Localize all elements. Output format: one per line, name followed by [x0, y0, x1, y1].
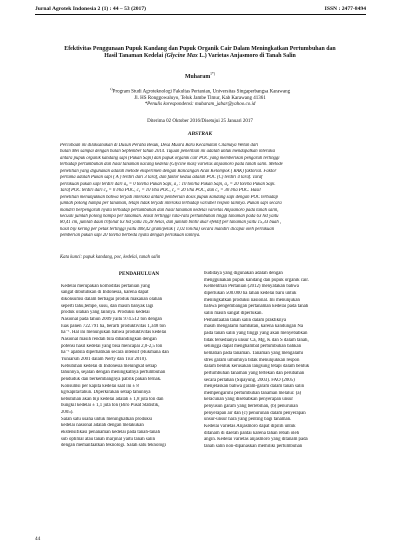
intro-right-line: penyusun garam yang berlebihan, (b) penurunan — [204, 404, 298, 410]
header-rule — [35, 14, 366, 15]
abstract-line: perlakuan pukan sapi terdiri dari a₀ = 0 ton/ha Pukan Sapi, a₁ : 10 ton/ha Pukan Sapi, a₂ = 20 ton/ha Pukan Sapi. — [60, 181, 276, 187]
issn-label: ISSN : 2477-8494 — [324, 6, 366, 12]
affiliation-line-3 — [0, 102, 400, 108]
intro-left-line: penduduk dan berkembangnya pabrik pakan ternak. — [61, 376, 162, 382]
intro-left-line: dengan memanfaatkan teknologi. Salah satu teknologi — [61, 443, 166, 449]
abstract-line: terhadap pertumbuhan dan hasil tanaman kacang kedelai (Glycine max) varietas anjasmoro pada tanah salin. Metode — [60, 162, 283, 168]
intro-right-line: penyerapan air dan (c) penurunan dalam penyerapan — [204, 410, 306, 416]
intro-left-line: produk olahan yang lainnya. Produksi kedelai — [61, 310, 150, 316]
affiliation-line-1 — [0, 86, 400, 96]
intro-left-line: potensi hasil kedelai yang bisa mencapai 2,0-2,5 ton — [61, 343, 163, 349]
intro-left-line: ha⁻¹ apabila diperhatikan secara intensif (Rukmana dan — [61, 350, 169, 356]
abstract-line: kecuali jumlah polong hampa per tanaman. Hasil tertinggi rata-rata pertumbuhan tinggi tanaman pada 63 hst yaitu — [60, 213, 279, 219]
intro-right-line: meningkatkan produksi nasional. Ini menunjukan — [204, 297, 300, 303]
abstract-line: penelitian yang digunakan adalah metode eksperimen dengan Rancangan Acak Kelompok ( RAK) faktorial. Faktor — [60, 168, 277, 174]
intro-right-line: masih mengalami hambatan, karena kandungan Na — [204, 324, 303, 330]
intro-right-line: Pemanfaatan tanah salin dalam praktiknya — [204, 317, 287, 323]
intro-right-line: secara perlahan (Sipayung, 2003). FAO (2005) — [204, 377, 295, 383]
journal-citation: Jurnal Agrotek Indonesia 2 (1) : 44 – 53 (2017) — [35, 6, 146, 12]
intro-right-line: menggunakan pupuk kandang dan pupuk organik cair. — [204, 277, 309, 283]
intro-left-line: Salah satu usaha untuk meningkatkan produksi — [61, 416, 153, 422]
intro-right-line: diperlukan 500.000 ha lahan kedelai baru untuk — [204, 290, 297, 296]
abstract-line: pertama adalah Pukan sapi ( A ) terdiri dari 3 taraf, dan faktor kedua adalah POC (C) terdiri 4 taraf. Taraf — [60, 175, 263, 181]
intro-right-line: angin. Kedelai varietas anjasmoro yang ditanam pada — [204, 437, 308, 443]
intro-left-line: Nasional masih rendah bila dibandingkan dengan — [61, 336, 157, 342]
abstract-line: pemberian pukan sapi 20 ton/ha berbeda nyata dengan perlakuan lainnya. — [60, 233, 201, 239]
author-name — [0, 72, 400, 80]
intro-left-line: bungkil kedelai ± 1,1 juta ton (Biro Pusat Statistik, — [61, 403, 160, 409]
abstract-body — [60, 143, 338, 240]
intro-right-line: keracunan yang disebabkan penyerapan unsur — [204, 397, 294, 403]
abstract-line: Percobaan ini dilaksanakan di Dusun Peraha Besuk, Desa Muara Baru Kecamatan Cilamaya Wetan dari — [60, 143, 259, 148]
intro-right-line: dalam bentuk kerusakan langsung tetapi dalam bentuk — [204, 364, 310, 370]
intro-right-line: tanah salin non-dipanaskan memiliki pertumbuhan — [204, 444, 303, 450]
intro-left-column — [61, 271, 217, 450]
paper-title — [40, 46, 360, 61]
intro-left-line: seperti tahu,tempe, susu, dan masih banyak lagi — [61, 303, 154, 309]
intro-left-line: ha⁻¹. Hal ini menunjukan bahwa produktivitas kedelai — [61, 330, 167, 336]
title-line-2-end: L.) Varietas Anjasmoro di Tanah Salin — [197, 53, 296, 60]
intro-left-line: kg/kapita/tahun. Diperkirakan setiap tahunnya — [61, 390, 151, 396]
intro-left-line: kedelai nasional adalah dengan melakukan — [61, 423, 144, 429]
intro-right-line: tidak tersedianya unsur Ca, Mg, K dan S dalam tanah, — [204, 337, 309, 343]
abstract-line: 80,41 cm, jumlah daun trifoliat 63 hst yaitu 16,28 helai, dan jumlah bintil akar efektif per tanaman yaitu 15,33 buah , — [60, 220, 282, 226]
intro-right-line: sehingga dapat menghambat pertumbuhan bahkan — [204, 344, 302, 350]
intro-right-line: mempengaruhi pertumbuhan tanaman melalui: (a) — [204, 390, 302, 396]
intro-right-line: pertumbuhan tanaman yang tertekan dan perubahan — [204, 370, 305, 376]
affiliation-superscript: 1) — [109, 87, 113, 91]
intro-right-line: kematian pada tanaman. Tanaman yang mengalami — [204, 350, 304, 356]
intro-right-line: Kementrian Pertanian (2012) menyatakan bahwa — [204, 284, 299, 290]
intro-left-line: Konsumsi per kapita kedelai saat ini ± 8 — [61, 383, 139, 389]
keywords: Kata kunci: pupuk kandang, poc, kedelai, tanah salin — [60, 255, 161, 260]
intro-right-column — [204, 271, 360, 451]
affiliation-line-2: Jl. HS Ronggowaluyo, Teluk Jambe Timur, Kab Karawang 41361 — [134, 96, 266, 102]
intro-right-line: stres garam umumnya tidak menunjukkan respon — [204, 357, 300, 363]
title-line-1: Efektivitas Penggunaan Pupuk Kandang dan Pupuk Organik Cair Dalam Meningkatkan Pertumbuhan dan — [64, 46, 336, 52]
corresponding-email: *Penulis korespondensi: muharam_jabar@yahoo.co.id — [144, 102, 256, 108]
intro-left-line: ekstensifikasi penanaman kedelai pada tanah-tanah — [61, 430, 160, 436]
abstract-line: bulan Mei sampai dengan bulan September tahun 2014. Tujuan penelitian ini adalah untuk mendapatkan interaksi — [60, 149, 276, 155]
title-line-2-start: Hasil Tanaman Kedelai — [104, 53, 165, 60]
intro-right-line: bahwa pengembangan pertanaman kedelai pada tanah — [204, 304, 309, 310]
intro-left-line: kebutuhan akan biji kedelai adalah ± 1,8 juta ton dan — [61, 396, 164, 402]
intro-left-line: dikonsumsi dalam berbagai produk makanan olahan — [61, 296, 163, 302]
intro-right-line: budidaya yang digunakan adalah dengan — [204, 271, 283, 276]
intro-heading: PENDAHULUAN — [118, 271, 160, 277]
affiliation-block — [0, 86, 400, 109]
intro-left-line: sangat dibutuhkan di Indonesia, karena dapat — [61, 290, 149, 296]
intro-left-line: sub optimal atau tanah marjinal yaitu tanah salin — [61, 436, 156, 442]
abstract-line: hasil biji kering per petak tertinggi yaitu 408,42 gram/petak ( 1,02 ton/ha) secara mandiri dicapai oleh perlakuan — [60, 226, 275, 232]
abstract-line: Taraf POC terdiri dari c₀ = 0 l/ha POC, c₁ = 10 l/ha POC, c₂ = 20 l/ha POC, dan c₃ = 30 l/ha POC. Hasil — [60, 188, 261, 194]
intro-right-line: ditanam di daerah pantai karena tahan rebah oleh — [204, 430, 300, 436]
intro-right-line: menjelaskan bahwa garam-garam dalam tanah salin — [204, 384, 305, 390]
intro-left-line: 2005). — [61, 410, 74, 416]
intro-right-line: Kedelai varietas Anjasmoro dapat dipilih untuk — [204, 424, 296, 430]
intro-right-line: salin masih sangat diperlukan. — [204, 310, 263, 316]
intro-left-line: Yuniarsih 2001 dalam Nerty dan Tiur 2010). — [61, 356, 147, 362]
intro-left-line: Kedelai merupakan komoditas pertanian yang — [61, 283, 151, 289]
author-superscript: 1*) — [210, 72, 215, 76]
intro-right-line: pada tanah salin yang tinggi yang akan menyebabkan — [204, 330, 308, 336]
abstract-line: mandiri berpengaruh nyata terhadap pertumbuhan dan hasil tanaman kedelai varietas Anjasmoro pada tanah salin, — [60, 207, 279, 213]
page-number: 44 — [35, 536, 41, 542]
intro-left-line: tahunnya, sejalan dengan meningkatnya pertumbuhan — [61, 370, 166, 376]
submission-dates: Diterima 02 Oktober 2016/Disetujui 25 Januari 2017 — [147, 119, 253, 124]
intro-right-line: unsur-unsur hara yang penting bagi tanaman. — [204, 417, 292, 423]
abstract-line: jumlah polong hampa per tanaman, tetapi tidak terjadi interaksi terhadap variabel respon lainnya. Pukan sapi secara — [60, 201, 282, 207]
author-text: Muharam — [185, 73, 211, 80]
affiliation-program: Program Studi Agroteknologi Fakultas Pertanian, Universitas Singaperbangsa Karawang — [112, 89, 291, 95]
intro-left-line: Nasional pada tahun 2009 yaitu 974.512 ton dengan — [61, 316, 162, 322]
intro-left-line: luas panen 722.791 ha, berarti produktivitas 1,348 ton — [61, 323, 166, 329]
abstract-line: penelitian menunjukkan bahwa terjadi interaksi antara pemberian dosis pupuk kandang sapi dengan POC terhadap — [60, 194, 278, 200]
title-line-2 — [40, 53, 360, 60]
title-species: (Glycine Max — [164, 53, 198, 60]
abstract-line: antara pupuk organik kandang sapi (Pukan Sapi) dan pupuk organik cair POC yang memberikan pengaruh tertinggi — [60, 155, 280, 161]
intro-left-line: Kebutuhan kedelai di Indonesia meningkat setiap — [61, 363, 157, 369]
abstract-heading: ABSTRAK — [187, 131, 213, 137]
